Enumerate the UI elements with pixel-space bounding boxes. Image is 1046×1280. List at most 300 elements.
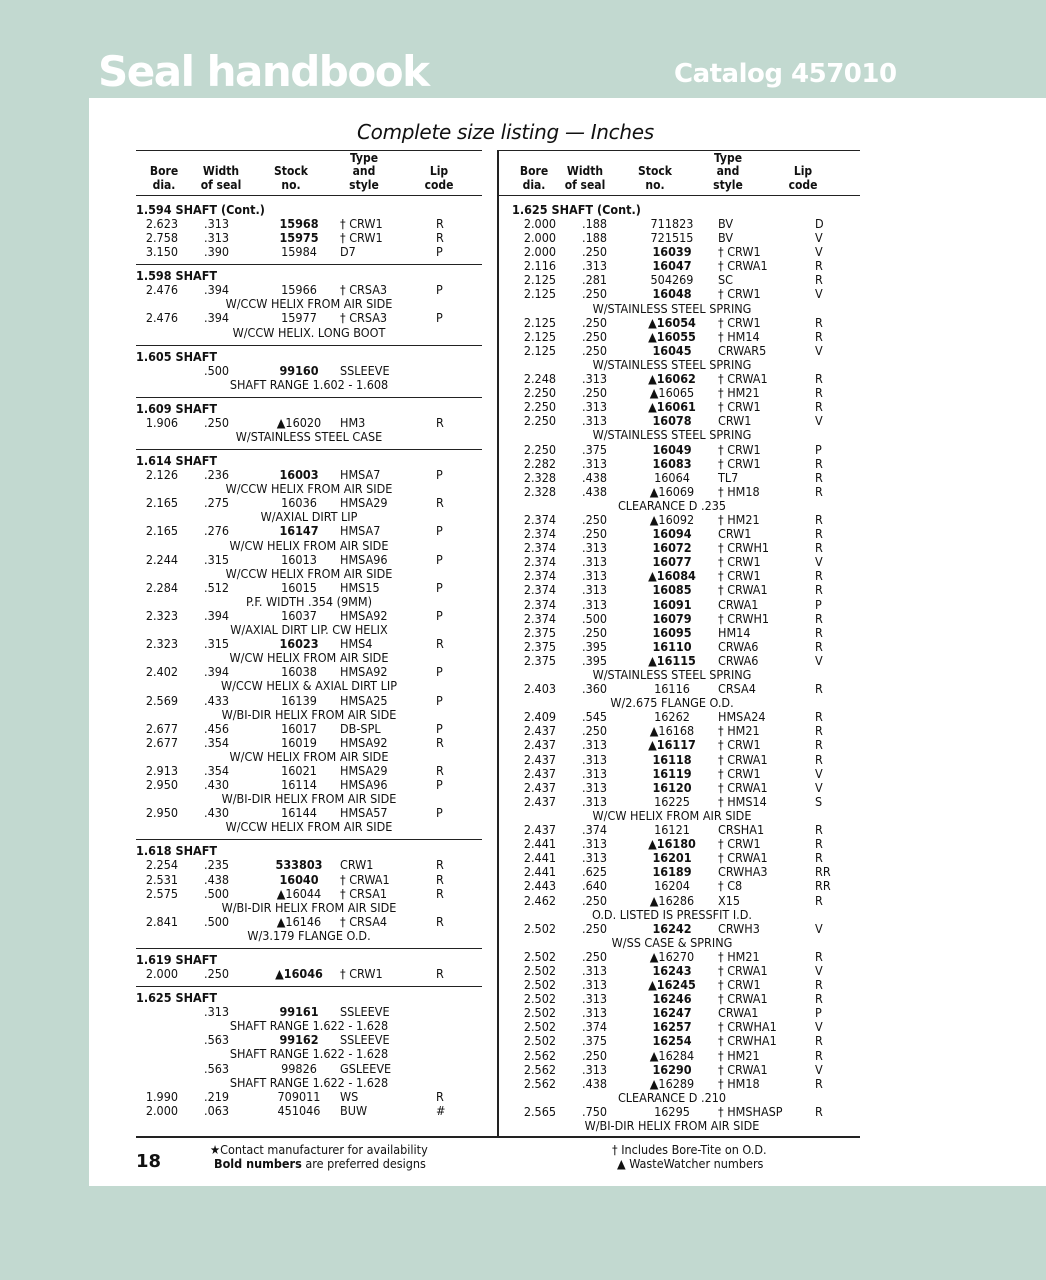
table-row (512, 851, 860, 865)
table-row (512, 612, 860, 626)
cell-type: † HM21 (718, 385, 760, 401)
cell-stock: ▲16270 (649, 948, 695, 964)
cell-stock: ▲16245 (648, 977, 696, 993)
cell-lip: R (436, 913, 444, 929)
cell-lip: R (815, 483, 823, 499)
cell-lip: P (436, 664, 443, 680)
cell-lip: R (436, 414, 444, 430)
cell-width: .512 (204, 579, 230, 595)
cell-width: .188 (582, 230, 608, 246)
section-title: 1.625 SHAFT (136, 990, 218, 1006)
cell-width: .390 (204, 244, 230, 260)
cell-width: .394 (204, 607, 230, 623)
cell-bore: 2.000 (145, 1102, 178, 1118)
cell-type: HMSA29 (340, 763, 388, 778)
cell-width: .315 (204, 636, 230, 652)
cell-width: .313 (582, 751, 608, 767)
cell-lip: V (815, 779, 823, 795)
cell-width: .438 (582, 1075, 608, 1091)
cell-lip: V (815, 413, 823, 429)
cell-bore: 2.000 (523, 230, 556, 246)
cell-width: .250 (582, 1047, 608, 1063)
cell-width: .188 (582, 216, 608, 231)
cell-lip: V (815, 962, 823, 978)
table-row (136, 364, 482, 378)
bottom-rule (136, 1136, 860, 1138)
cell-bore: 2.374 (523, 582, 556, 598)
table-row (512, 527, 860, 541)
cell-bore: 2.562 (523, 1047, 556, 1063)
cell-bore: 2.437 (523, 723, 556, 739)
cell-bore: 2.950 (145, 777, 178, 793)
cell-stock: 16110 (652, 638, 692, 654)
table-row (136, 609, 482, 623)
cell-stock: 16095 (652, 624, 692, 640)
cell-bore: 2.476 (145, 282, 178, 298)
table-row (136, 468, 482, 482)
cell-lip: P (436, 777, 443, 793)
cell-type: BV (718, 230, 734, 246)
cell-lip: V (815, 554, 823, 570)
cell-width: .456 (204, 720, 230, 736)
cell-type: † CRWA1 (718, 962, 768, 978)
cell-bore: 2.441 (523, 850, 556, 866)
cell-width: .500 (204, 885, 230, 901)
cell-lip: V (815, 342, 823, 358)
shaft-section (136, 264, 482, 339)
cell-width: .313 (582, 962, 608, 978)
cell-type: GSLEEVE (340, 1060, 392, 1076)
cell-bore: 2.562 (523, 1075, 556, 1091)
cell-bore: 2.409 (523, 709, 556, 725)
cell-width: .236 (204, 467, 230, 483)
cell-lip: R (815, 511, 823, 527)
cell-width: .374 (582, 822, 608, 838)
cell-width: .313 (582, 568, 608, 584)
cell-stock: 709011 (277, 1088, 321, 1104)
cell-type: † CRSA1 (340, 885, 388, 901)
cell-bore: 2.254 (145, 857, 178, 873)
cell-width: .360 (582, 681, 608, 697)
cell-bore: 2.125 (523, 342, 556, 358)
cell-width: .250 (204, 414, 230, 430)
cell-width: .394 (204, 310, 230, 326)
cell-stock: 16091 (652, 596, 692, 612)
cell-lip: P (436, 523, 443, 539)
cell-bore: 2.758 (145, 230, 178, 246)
table-row (512, 922, 860, 936)
cell-width: .313 (582, 765, 608, 781)
cell-width: .250 (582, 385, 608, 401)
row-note: W/SS CASE & SPRING (611, 934, 733, 950)
cell-stock: 16189 (652, 864, 692, 880)
cell-bore: 2.502 (523, 991, 556, 1007)
cell-stock: 711823 (650, 216, 694, 231)
cell-lip: R (815, 737, 823, 753)
cell-type: † CRW1 (718, 399, 761, 415)
page-number: 18 (136, 1151, 162, 1172)
cell-lip: R (815, 991, 823, 1007)
cell-bore: 2.502 (523, 962, 556, 978)
cell-stock: ▲16020 (276, 414, 322, 430)
cell-type: CRW1 (340, 857, 374, 873)
cell-bore: 2.913 (145, 763, 178, 778)
header-width: Width of seal (564, 164, 606, 192)
cell-lip: S (815, 793, 823, 809)
cell-bore: 2.950 (145, 805, 178, 821)
row-note: W/BI-DIR HELIX FROM AIR SIDE (584, 1118, 760, 1133)
cell-stock: 16047 (652, 258, 692, 274)
row-note: W/BI-DIR HELIX FROM AIR SIDE (221, 706, 397, 722)
cell-bore: 2.437 (523, 737, 556, 753)
cell-bore: 2.437 (523, 751, 556, 767)
cell-lip: V (815, 652, 823, 668)
table-row (512, 710, 860, 724)
cell-lip: R (815, 624, 823, 640)
cell-width: .313 (582, 554, 608, 570)
cell-bore: 2.375 (523, 652, 556, 668)
table-row (136, 1090, 482, 1104)
cell-width: .250 (582, 511, 608, 527)
row-note: W/CW HELIX FROM AIR SIDE (229, 650, 389, 666)
cell-stock: 16040 (279, 871, 319, 887)
row-note: W/2.675 FLANGE O.D. (610, 695, 734, 711)
cell-type: † CRWHA1 (718, 1033, 777, 1049)
cell-bore: 2.437 (523, 779, 556, 795)
cell-lip: R (436, 885, 444, 901)
footnote-boretite: † Includes Bore-Tite on O.D. (612, 1142, 767, 1157)
table-row (136, 637, 482, 651)
table-row (512, 513, 860, 527)
cell-type: HMS4 (340, 636, 373, 652)
cell-bore: 2.250 (523, 385, 556, 401)
cell-width: .563 (204, 1060, 230, 1076)
cell-lip: R (815, 681, 823, 697)
cell-stock: 16139 (281, 692, 317, 708)
cell-type: † HM14 (718, 328, 760, 344)
row-note: W/CW HELIX FROM AIR SIDE (229, 537, 389, 553)
cell-stock: 16003 (279, 467, 319, 483)
cell-type: HMSA7 (340, 467, 381, 483)
cell-width: .315 (204, 551, 230, 567)
cell-lip: R (815, 709, 823, 725)
cell-lip: P (436, 467, 443, 483)
cell-stock: 16120 (652, 779, 692, 795)
cell-bore: 2.374 (523, 511, 556, 527)
row-note: SHAFT RANGE 1.622 - 1.628 (229, 1074, 389, 1090)
cell-width: .313 (582, 540, 608, 556)
cell-lip: R (815, 1103, 823, 1119)
cell-bore: 2.531 (145, 871, 178, 887)
cell-width: .438 (204, 871, 230, 887)
cell-lip: RR (815, 878, 831, 894)
table-row (512, 992, 860, 1006)
section-title: 1.619 SHAFT (136, 952, 218, 968)
cell-lip: R (815, 1033, 823, 1049)
table-row (136, 231, 482, 245)
cell-lip: R (815, 568, 823, 584)
cell-stock: ▲16065 (649, 385, 695, 401)
cell-type: † HM21 (718, 723, 760, 739)
cell-lip: P (815, 1005, 822, 1021)
table-row (136, 736, 482, 750)
cell-lip: V (815, 286, 823, 302)
cell-width: .500 (204, 913, 230, 929)
cell-type: HMSA96 (340, 777, 388, 793)
table-row (136, 915, 482, 929)
cell-lip: V (815, 765, 823, 781)
cell-stock: 16144 (281, 805, 317, 821)
table-row (512, 724, 860, 738)
cell-bore: 2.000 (145, 966, 178, 982)
cell-stock: ▲16044 (276, 885, 322, 901)
header-bore: Bore dia. (149, 164, 179, 192)
cell-type: † HMSHASP (718, 1103, 783, 1119)
cell-lip: P (436, 310, 443, 326)
cell-bore: 2.323 (145, 636, 178, 652)
cell-lip: R (815, 314, 823, 330)
cell-type: † CRW1 (718, 244, 761, 260)
cell-width: .640 (582, 878, 608, 894)
table-row (136, 553, 482, 567)
cell-stock: 16246 (652, 991, 692, 1007)
cell-stock: 16242 (652, 920, 692, 936)
cell-lip: R (815, 455, 823, 471)
cell-bore: 2.126 (145, 467, 178, 483)
cell-lip: R (436, 966, 444, 982)
table-row (136, 873, 482, 887)
cell-bore: 2.374 (523, 568, 556, 584)
cell-stock: ▲16061 (648, 399, 696, 415)
cell-width: .313 (582, 779, 608, 795)
cell-lip: R (815, 540, 823, 556)
cell-type: HM3 (340, 414, 366, 430)
row-note: SHAFT RANGE 1.622 - 1.628 (229, 1018, 389, 1034)
cell-type: TL7 (718, 469, 739, 485)
cell-type: CRW1 (718, 526, 752, 542)
cell-width: .313 (582, 991, 608, 1007)
cell-width: .430 (204, 777, 230, 793)
cell-stock: 16078 (652, 413, 692, 429)
cell-stock: 16254 (652, 1033, 692, 1049)
cell-width: .250 (582, 328, 608, 344)
cell-stock: 16045 (652, 342, 692, 358)
cell-stock: ▲16289 (649, 1075, 695, 1091)
cell-stock: 721515 (650, 230, 694, 246)
cell-type: CRWA6 (718, 652, 759, 668)
table-row (512, 386, 860, 400)
table-row (512, 583, 860, 597)
row-note: W/BI-DIR HELIX FROM AIR SIDE (221, 791, 397, 807)
cell-lip: R (436, 636, 444, 652)
table-row (136, 887, 482, 901)
row-note: W/STAINLESS STEEL SPRING (592, 667, 752, 682)
cell-bore: 2.575 (145, 885, 178, 901)
table-row (136, 1104, 482, 1118)
table-row (512, 626, 860, 640)
cell-width: .438 (582, 483, 608, 499)
cell-type: SSLEEVE (340, 1032, 390, 1048)
shaft-section (136, 449, 482, 834)
cell-type: DB-SPL (340, 720, 381, 736)
shaft-section (136, 397, 482, 444)
cell-stock: 16037 (281, 607, 317, 623)
row-note: W/STAINLESS STEEL CASE (235, 428, 383, 444)
left-listing (136, 196, 482, 1118)
cell-bore: 2.677 (145, 720, 178, 736)
section-title: 1.625 SHAFT (Cont.) (512, 202, 641, 217)
cell-stock: 16114 (281, 777, 317, 793)
cell-bore: 2.502 (523, 1019, 556, 1035)
cell-type: † CRW1 (718, 765, 761, 781)
header-type: Type and style (713, 150, 743, 192)
cell-width: .433 (204, 692, 230, 708)
cell-type: BUW (340, 1102, 368, 1118)
cell-bore: 2.437 (523, 765, 556, 781)
cell-bore: 2.841 (145, 913, 178, 929)
table-row (136, 524, 482, 538)
cell-stock: 16085 (652, 582, 692, 598)
cell-stock: ▲16055 (648, 328, 696, 344)
header-lip: Lip code (424, 164, 454, 192)
cell-lip: R (815, 582, 823, 598)
cell-width: .313 (582, 1005, 608, 1021)
cell-lip: R (815, 751, 823, 767)
header-lip: Lip code (788, 164, 818, 192)
cell-type: WS (340, 1088, 359, 1104)
row-note: W/STAINLESS STEEL SPRING (592, 427, 752, 443)
cell-bore: 2.502 (523, 1033, 556, 1049)
cell-stock: 16204 (654, 878, 690, 894)
cell-type: † CRWA1 (718, 850, 768, 866)
right-column (512, 150, 860, 1133)
row-note: CLEARANCE D .235 (617, 497, 727, 513)
table-row (136, 967, 482, 981)
cell-bore: 2.502 (523, 1005, 556, 1021)
footnote-bold: Bold numbers are preferred designs (214, 1156, 426, 1171)
table-row (512, 823, 860, 837)
cell-type: CRWAR5 (718, 342, 767, 358)
column-header (136, 150, 482, 196)
section-title: 1.618 SHAFT (136, 843, 218, 859)
cell-stock: ▲16286 (649, 892, 695, 908)
cell-bore: 2.000 (523, 244, 556, 260)
table-row (136, 1005, 482, 1019)
shaft-section (512, 196, 860, 1133)
table-row (512, 287, 860, 301)
cell-bore: 2.250 (523, 441, 556, 457)
cell-stock: 16094 (652, 526, 692, 542)
cell-stock: 15977 (281, 310, 317, 326)
cell-bore: 2.374 (523, 610, 556, 626)
cell-lip: P (436, 244, 443, 260)
cell-stock: ▲16146 (276, 913, 322, 929)
table-row (512, 1034, 860, 1048)
section-title: 1.609 SHAFT (136, 400, 218, 416)
cell-type: † CRSA3 (340, 310, 388, 326)
table-row (136, 665, 482, 679)
cell-stock: 16048 (652, 286, 692, 302)
table-row (512, 879, 860, 893)
table-row (512, 443, 860, 457)
cell-bore: 2.250 (523, 413, 556, 429)
cell-type: † CRW1 (718, 977, 761, 993)
shaft-section (136, 986, 482, 1118)
table-row (136, 1033, 482, 1047)
cell-width: .275 (204, 495, 230, 511)
cell-stock: 15975 (279, 230, 319, 246)
cell-type: CRWA1 (718, 596, 759, 612)
cell-stock: 16079 (652, 610, 692, 626)
cell-type: HMSA57 (340, 805, 388, 821)
cell-stock: 16247 (652, 1005, 692, 1021)
cell-stock: ▲16168 (649, 723, 695, 739)
cell-bore: 2.375 (523, 638, 556, 654)
table-row (512, 1049, 860, 1063)
cell-stock: 16049 (652, 441, 692, 457)
table-row (512, 1105, 860, 1119)
cell-stock: ▲16284 (649, 1047, 695, 1063)
cell-lip: P (436, 579, 443, 595)
cell-lip: R (815, 469, 823, 485)
cell-bore: 2.374 (523, 526, 556, 542)
cell-lip: R (815, 272, 823, 288)
table-row (512, 414, 860, 428)
table-row (512, 1077, 860, 1091)
row-note: W/CCW HELIX FROM AIR SIDE (225, 565, 393, 581)
header-width: Width of seal (200, 164, 242, 192)
cell-width: .250 (204, 966, 230, 982)
page-title: Complete size listing — Inches (357, 120, 654, 144)
table-row (512, 598, 860, 612)
cell-type: † CRW1 (340, 966, 383, 982)
table-row (512, 781, 860, 795)
row-note: W/CW HELIX FROM AIR SIDE (229, 748, 389, 764)
cell-type: CRWH3 (718, 920, 760, 936)
row-note: W/CCW HELIX & AXIAL DIRT LIP (221, 678, 397, 694)
cell-width: .395 (582, 638, 608, 654)
cell-width: .250 (582, 342, 608, 358)
cell-stock: 15966 (281, 282, 317, 298)
table-row (512, 372, 860, 386)
cell-width: .430 (204, 805, 230, 821)
cell-width: .250 (582, 244, 608, 260)
handbook-title: Seal handbook (98, 47, 429, 96)
row-note: W/CW HELIX FROM AIR SIDE (592, 807, 752, 823)
table-row (512, 485, 860, 499)
cell-stock: 99160 (279, 362, 319, 378)
row-note: O.D. LISTED IS PRESSFIT I.D. (592, 906, 752, 922)
table-row (136, 283, 482, 297)
cell-width: .313 (582, 850, 608, 866)
cell-type: HMS15 (340, 579, 380, 595)
row-note: W/STAINLESS STEEL SPRING (592, 356, 752, 372)
table-row (512, 978, 860, 992)
cell-bore: 1.906 (145, 414, 178, 430)
cell-width: .625 (582, 864, 608, 880)
cell-lip: D (815, 216, 824, 231)
cell-type: D7 (340, 244, 356, 260)
cell-stock: 16119 (652, 765, 692, 781)
cell-type: HMSA96 (340, 551, 388, 567)
cell-width: .313 (204, 230, 230, 246)
cell-type: † HM18 (718, 483, 760, 499)
table-row (512, 894, 860, 908)
cell-stock: 16023 (279, 636, 319, 652)
cell-stock: 16015 (281, 579, 317, 595)
cell-bore: 2.502 (523, 948, 556, 964)
cell-width: .313 (204, 216, 230, 231)
